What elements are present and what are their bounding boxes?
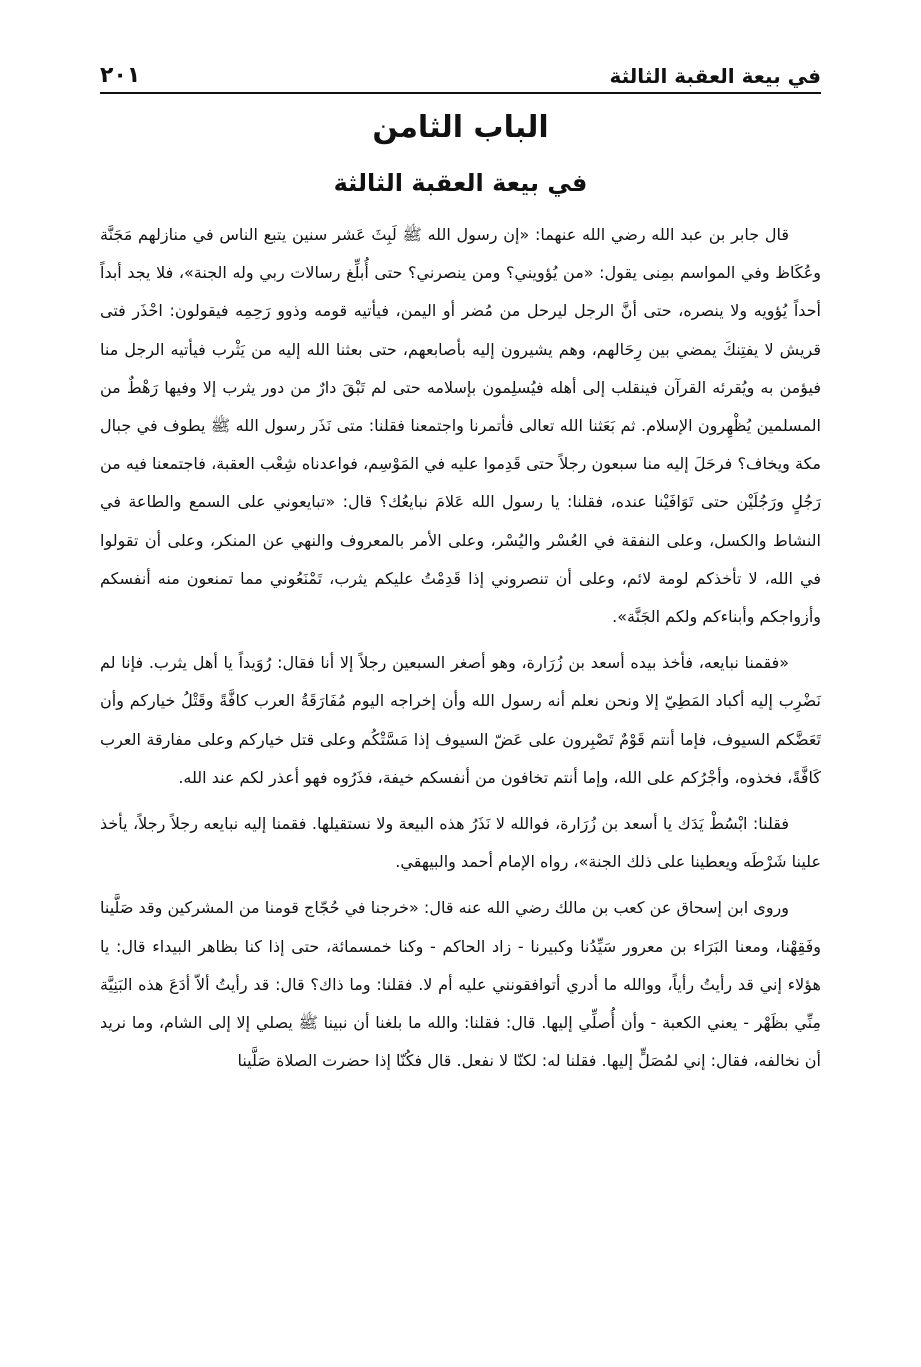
chapter-title: الباب الثامن bbox=[372, 110, 549, 145]
paragraph: فقلنا: ابْسُطْ يَدَك يا أسعد بن زُرَارة، فوالله لا نَذَرُ هذه البيعة ولا نستقيلها. فقمنا إليه نبايعه رجلاً رجلاً، يأخذ علينا شَرْطَه ويعطينا على ذلك الجنة»، رواه الإمام أحمد والبيهقي. bbox=[100, 814, 821, 872]
running-header bbox=[100, 52, 821, 88]
running-title: في بيعة العقبة الثالثة bbox=[609, 64, 821, 88]
page-number: ٢٠١ bbox=[100, 63, 141, 88]
paragraph: قال جابر بن عبد الله رضي الله عنهما: «إن رسول الله ﷺ لَبِثَ عَشر سنين يتبع الناس في منازلهم مَجَنَّة وعُكَاظ وفي المواسم بمِنى يقول: «من يُؤويني؟ ومن ينصرني؟ حتى أُبلِّغ رسالات ربي وله الجنة»، فلا يجد أبداً أحداً يُؤويه ولا ينصره، حتى أنَّ الرجل ليرحل من مُضر أو اليمن، فيأتيه قومه وذوو رَحِمِه فيقولون: احْذَر فتى قريش لا يفتِنكَ يمضي بين رِحَالهم، وهم يشيرون إليه بأصابعهم، حتى بعثنا الله إليه من يَثْرب فيأتيه الرجل منا فيؤمن به ويُقرئه القرآن فينقلب إلى أهله فيُسلِمون بإسلامه حتى لم تَبْقَ دارٌ من دور يثرب إلا وفيها رَهْطٌ من المسلمين يُظْهِرون الإسلام. ثم بَعَثنا الله تعالى فأتمرنا واجتمعنا فقلنا: متى نَذَر رسول الله ﷺ يطوف في جبال مكة ويخاف؟ فرحَلَ إليه منا سبعون رجلاً حتى قَدِموا عليه في المَوْسِم، فواعدناه شِعْب العقبة، فاجتمعنا فيه من رَجُلٍ ورَجُلَيْن حتى تَوَافَيْنا عنده، فقلنا: يا رسول الله عَلامَ نبايعُك؟ قال: «تبايعوني على السمع والطاعة في النشاط والكسل، وعلى النفقة في العُسْر واليُسْر، وعلى الأمر بالمعروف والنهي عن المنكر، وعلى أن تقولوا في الله، لا تأخذكم لومة لائم، وعلى أن تنصروني إذا قَدِمْتُ عليكم يثرب، تَمْنَعُوني مما تمنعون منه أنفسكم وأزواجكم وأبناءكم ولكم الجَنَّة». bbox=[100, 225, 821, 627]
paragraph: وروى ابن إسحاق عن كعب بن مالك رضي الله عنه قال: «خرجنا في حُجّاج قومنا من المشركين وقد صَلَّينا وفَقِهْنا، ومعنا البَرَاء بن معرور سَيِّدُنا وكبيرنا - زاد الحاكم - وكنا خمسمائة، حتى إذا كنا بظاهر البيداء قال: يا هؤلاء إني قد رأيتُ رأياً، ووالله ما أدري أتوافقونني عليه أم لا. فقلنا: وما ذاك؟ قال: قد رأيتُ ألاّ أدَعَ هذه البَنِيَّة مِنِّي بظَهْر - يعني الكعبة - وأن أُصلِّي إليها. قال: فقلنا: والله ما بلغنا أن نبينا ﷺ يصلي إلا إلى الشام، وما نريد أن نخالفه، فقال: إني لمُصَلٍّ إليها. فقلنا له: لكنّا لا نفعل. قال فكُنّا إذا حضرت الصلاة صَلَّينا bbox=[100, 898, 821, 1071]
chapter-subtitle: في بيعة العقبة الثالثة bbox=[333, 169, 588, 197]
header-divider bbox=[100, 92, 821, 94]
body-text bbox=[100, 216, 821, 1080]
paragraph: «فقمنا نبايعه، فأخذ بيده أسعد بن زُرَارة، وهو أصغر السبعين رجلاً إلا أنا فقال: رُوَيداً يا أهل يثرب. فإنا لم نَضْرِب إليه أكباد المَطِيّ إلا ونحن نعلم أنه رسول الله وأن إخراجه اليوم مُفَارَقَةُ العرب كافَّةً وقَتْلُ خياركم وأن تَعَضَّكم السيوف، فإما أنتم قَوْمٌ تَصْبِرون على عَضّ السيوف إذا مَسَّتْكُم وعلى قتل خياركم وعلى مفارقة العرب كَافَّةً، فخذوه، وأجْرُكم على الله، وإما أنتم تخافون من أنفسكم خيفة، فذَرُوه فهو أعذر لكم عند الله. bbox=[100, 653, 821, 787]
